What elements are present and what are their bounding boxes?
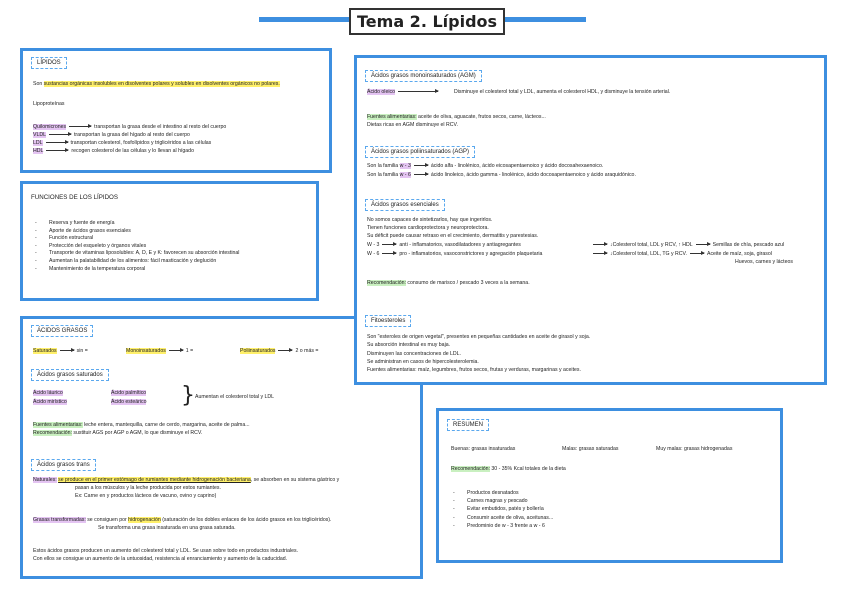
tipo-saturados: Saturados sin = [33,348,88,354]
saturados-fuentes: Fuentes alimentarias: leche entera, mantequilla, carne de cerdo, margarina, aceite de palma... [33,422,250,428]
fitoesteroles-label: Fitoesteroles [365,315,411,327]
fito-2: Su absorción intestinal es muy baja. [367,342,451,348]
list-item: - Predominio de w - 3 frente a w - 6 [453,522,553,530]
agm-row: Ácido oleico Disminuye el colesterol total y LDL, aumenta el colesterol HDL, y disminuye la tensión arterial. [367,89,671,95]
esenciales-1: No somos capaces de sintetizarlos, hay que ingerirlos. [367,217,493,223]
acid-label: Ácido palmítico [111,390,147,396]
brace-icon: } [181,383,195,408]
resumen-malas: Malas: grasas saturadas [562,446,619,452]
title-bar-left [259,17,349,22]
trans-final-1: Estos ácidos grasos producen un aumento del colesterol total y LDL. Se usan sobre todo en productos industriales. [33,548,299,554]
resumen-buenas: Buenas: grasas insaturadas [451,446,516,452]
w6-fuentes-2: Huevos, carnes y lácteos [735,259,793,265]
list-item: - Aumentan la palatabilidad de los alimentos: fácil masticación y deglución [35,258,239,266]
acid-label: Ácido láurico [33,390,63,396]
acid-label: Ácido mirístico [33,399,67,405]
tipo-monoinsaturados: Monoinsaturados 1 = [126,348,194,354]
lipidos-definition: Son sustancias orgánicas insolubles en disolventes polares y solubles en disolventes orgánicos no polares. [33,81,280,87]
w3-effect: ↓Colesterol total, LDL y RCV, ↑ HDL Semillas de chía, pescado azul [593,242,784,250]
w3-family: Son la familia w - 3 ácido alfa - linolénico, ácido eicosapentaenoico y ácido docosahexaenoico. [367,163,604,169]
acidos-heading: ÁCIDOS GRASOS [31,325,93,337]
saturados-recomendacion: Recomendación: sustituir AGS por AGP o AGM, lo que disminuye el RCV. [33,430,203,436]
lipidos-heading: LÍPIDOS [31,57,67,69]
acid-label: Ácido esteárico [111,399,147,405]
lipoproteinas-label: Lipoproteínas [33,101,65,107]
list-item: - Mantenimiento de la temperatura corporal [35,266,239,274]
lipoproteina-row: Quilomicrones transportan la grasa desde el intestino al resto del cuerpo [33,124,227,130]
fito-1: Son "esteroles de origen vegetal", presentes en pequeñas cantidades en aceite de girasol y soja. [367,334,591,340]
fito-5: Fuentes alimentarias: maíz, legumbres, frutos secos, frutas y verduras, margarinas y aceites. [367,367,581,373]
lipoproteina-row: HDL recogen colesterol de las células y lo llevan al hígado [33,148,194,154]
esenciales-label: Ácidos grasos esenciales [365,199,445,211]
naturales-line3: Ex: Carne en y productos lácteos de vacuno, ovino y caprino) [75,493,217,499]
list-item: - Función estructural [35,235,239,243]
funciones-list [35,220,239,273]
resumen-box [436,408,783,563]
transformadas-line2: Se transforma una grasa insaturada en una grasa saturada. [98,525,236,531]
list-item: - Evitar embutidos, patés y bollería [453,505,553,513]
list-item: - Carnes magras y pescado [453,497,553,505]
lipoproteina-row: VLDL transportan la grasa del hígado al resto del cuerpo [33,132,190,138]
esenciales-3: Su déficit puede causar retraso en el crecimiento, dermatitis y parestesias. [367,233,539,239]
list-item: - Aporte de ácidos grasos esenciales [35,228,239,236]
esenciales-2: Tienen funciones cardioprotectora y neuroprotectora. [367,225,489,231]
tipo-poliinsaturados: Poliinsaturados 2 o más = [240,348,319,354]
acidos-detalle-box [354,55,827,385]
w6-family: Son la familia w - 6 ácido linoleico, ácido gamma - linolénico, ácido docosapentaenoico y ácido araquidónico. [367,172,636,178]
lipidos-box [20,48,332,173]
naturales-text: Naturales: se produce en el primer estómago de rumiantes mediante hidrogenación bacteriana, se absorben en su sistema gástrico y [33,477,340,483]
esenciales-recomendacion: Recomendación: consumo de marisco / pescado 3 veces a la semana. [367,280,530,286]
w6-row: W - 6 pro - inflamatorios, vasoconstrictores y agregación plaquetaria [367,251,543,257]
resumen-heading: RESUMEN [447,419,489,431]
trans-label: Ácidos grasos trans [31,459,96,471]
w6-effect: ↓Colesterol total, LDL, TG y RCV. Aceite de maíz, soja, girasol [593,251,772,259]
agp-label: Ácidos grasos poliinsaturados (AGP) [365,146,475,158]
list-item: - Protección del esqueleto y órganos vitales [35,243,239,251]
w3-row: W - 3 anti - inflamatorios, vasodilatadores y antiagregantes [367,242,521,248]
saturados-label: Ácidos grasos saturados [31,369,109,381]
fito-4: Se administran en casos de hipercolesterolemia. [367,359,479,365]
agm-fuentes: Fuentes alimentarias: aceite de oliva, aguacate, frutos secos, carne, lácteos... [367,114,546,120]
lipoproteina-row: LDL transportan colesterol, fosfolípidos y triglicéridos a las células [33,140,212,146]
list-item: - Productos desnatados [453,489,553,497]
page-title: Tema 2. Lípidos [349,8,505,35]
list-item: - Transporte de vitaminas liposolubles: A, D, E y K: favorecen su absorción intestinal [35,250,239,258]
agm-dieta: Dietas ricas en AGM disminuye el RCV. [367,122,458,128]
resumen-list [453,489,553,530]
trans-final-2: Con ellos se consigue un aumento de la untuosidad, resistencia al enranciamiento y aumento de la caducidad. [33,556,288,562]
transformadas-text: Grasas transformadas: se consiguen por hidrogenación (saturación de los dobles enlaces de los ácido grasos en los triglicéridos). [33,517,332,523]
fito-3: Disminuyen las concentraciones de LDL. [367,351,462,357]
naturales-line2: pasan a los músculos y la leche producida por estos rumiantes. [75,485,221,491]
agm-label: Ácidos grasos monoinsaturados (AGM) [365,70,482,82]
funciones-box [20,181,319,301]
list-item: - Reserva y fuente de energía [35,220,239,228]
funciones-heading: FUNCIONES DE LOS LÍPIDOS [31,194,118,201]
list-item: - Consumir aceite de oliva, aceitunas... [453,514,553,522]
resumen-muy-malas: Muy malas: grasas hidrogenadas [656,446,733,452]
saturados-effect: Aumentan el colesterol total y LDL [195,394,275,400]
resumen-recomendacion: Recomendación: 30 - 35% Kcal totales de la dieta [451,466,566,472]
